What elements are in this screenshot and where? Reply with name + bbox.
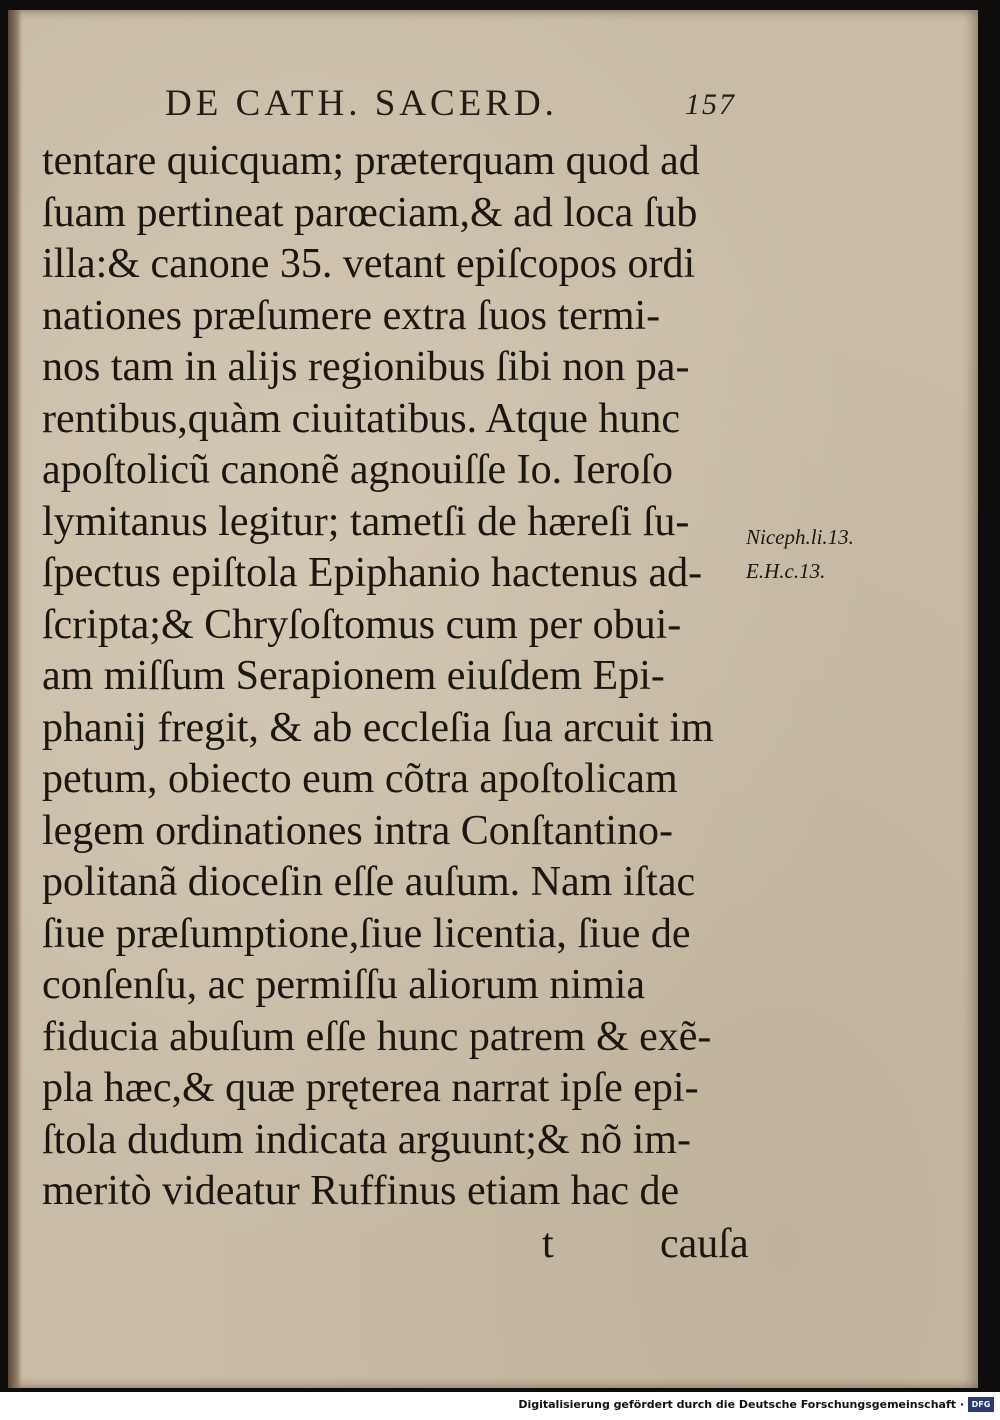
text-line: meritò videatur Ruffinus etiam hac de <box>42 1168 680 1214</box>
text-line: illa:& canone 35. vetant epiſcopos ordi <box>42 241 696 287</box>
text-line: pla hæc,& quæ pręterea narrat ipſe epi- <box>42 1065 699 1111</box>
text-line: rentibus,quàm ciuitatibus. Atque hunc <box>42 395 681 442</box>
text-line: politanã dioceſin eſſe auſum. Nam iſtac <box>42 859 696 905</box>
running-title: DE CATH. SACERD. <box>165 83 558 124</box>
text-line: nationes præſumere extra ſuos termi- <box>42 292 661 339</box>
text-line: apoſtolicũ canonẽ agnouiſſe Io. Ieroſo <box>42 447 673 493</box>
marginal-note <box>746 520 896 588</box>
text-line: tentare quicquam; præterquam quod ad <box>42 138 700 184</box>
running-head <box>165 82 765 128</box>
folio-number: 157 <box>685 88 736 121</box>
text-line: conſenſu, ac permiſſu aliorum nimia <box>42 962 645 1008</box>
dfg-logo: DFG <box>968 1397 994 1412</box>
text-line: phanij fregit, & ab eccleſia ſua arcuit im <box>42 704 714 751</box>
text-line: am miſſum Serapionem eiuſdem Epi- <box>42 653 665 699</box>
catchline <box>42 1220 762 1272</box>
catchword: cauſa <box>660 1221 749 1267</box>
text-line: ſiue præſumptione,ſiue licentia, ſiue de <box>42 910 691 957</box>
text-block <box>42 136 762 1218</box>
text-line: legem ordinationes intra Conſtantino- <box>42 807 674 854</box>
text-line: ſtola dudum indicata arguunt;& nõ im- <box>42 1116 691 1163</box>
marginal-note-line: Niceph.li.13. <box>746 525 854 549</box>
text-line: fiducia abuſum eſſe hunc patrem & exẽ- <box>42 1013 712 1060</box>
marginal-note-line: E.H.c.13. <box>746 559 826 583</box>
text-line: lymitanus legitur; tametſi de hæreſi ſu- <box>42 498 690 545</box>
text-line: ſpectus epiſtola Epiphanio hactenus ad- <box>42 550 703 596</box>
text-line: petum, obiecto eum cõtra apoſtolicam <box>42 756 678 802</box>
text-line: ſcripta;& Chryſoſtomus cum per obui- <box>42 601 682 648</box>
footer-credit: Digitalisierung gefördert durch die Deutsche Forschungsgemeinschaft · <box>518 1398 964 1411</box>
digitization-footer <box>0 1392 1000 1420</box>
text-line: nos tam in alijs regionibus ſibi non pa- <box>42 344 690 390</box>
page-gutter <box>8 10 22 1388</box>
text-line: ſuam pertineat parœciam,& ad loca ſub <box>42 189 698 236</box>
signature-mark: t <box>542 1221 554 1267</box>
